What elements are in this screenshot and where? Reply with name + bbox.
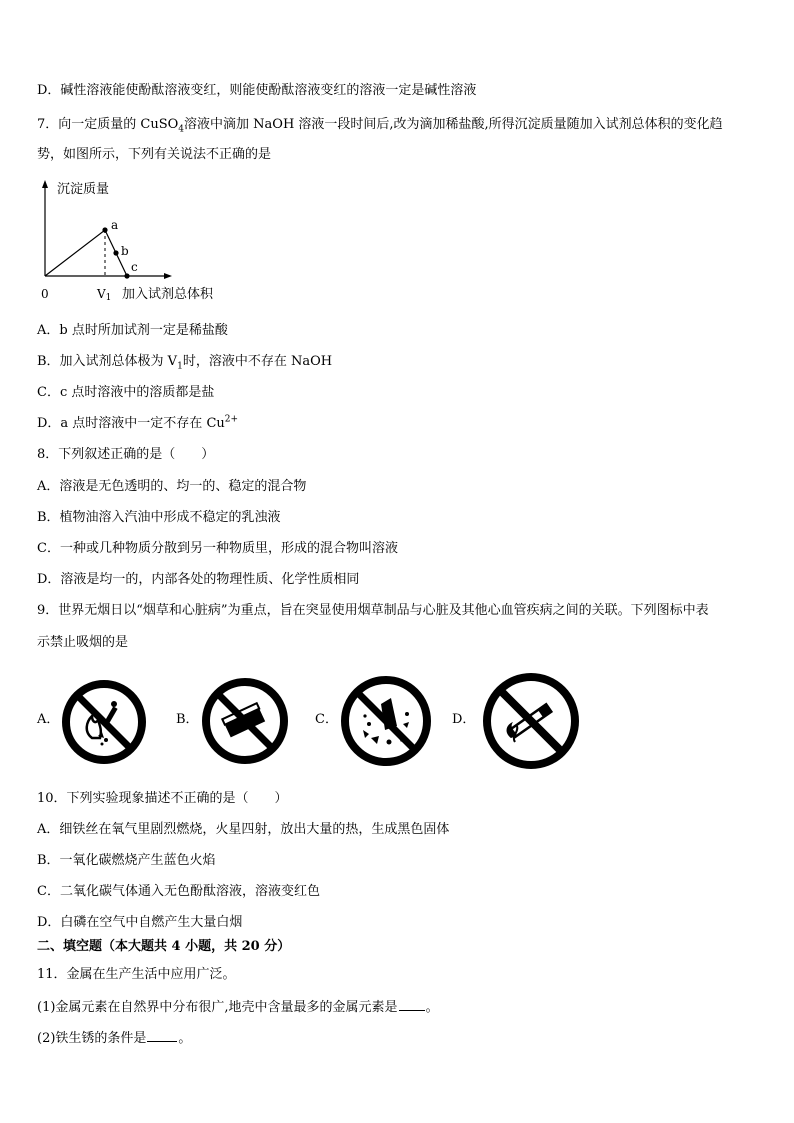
q8-option-c: C．一种或几种物质分散到另一种物质里，形成的混合物叫溶液 [37,541,398,556]
q11-blank-2[interactable] [147,1029,177,1042]
q7-option-c: C．c 点时溶液中的溶质都是盐 [37,385,215,400]
q10-option-d: D．白磷在空气中自燃产生大量白烟 [37,915,243,930]
graph-point-b [113,250,118,255]
q11-stem: 11．金属在生产生活中应用广泛。 [37,967,236,982]
graph-label-a: a [111,218,119,232]
q9-label-a: A． [37,712,60,727]
no-smoking-icon [481,672,581,770]
q7-option-a: A．b 点时所加试剂一定是稀盐酸 [37,323,228,338]
q10-stem: 10．下列实验现象描述不正确的是（ ） [37,791,288,806]
q8-option-b: B．植物油溶入汽油中形成不稳定的乳浊液 [37,510,281,525]
graph-xlabel: 加入试剂总体积 [122,287,214,302]
section2-title: 二、填空题（本大题共 4 小题，共 20 分） [37,939,291,954]
graph-ylabel: 沉淀质量 [57,182,110,197]
q10-option-a: A．细铁丝在氧气里剧烈燃烧，火星四射，放出大量的热，生成黑色固体 [37,822,450,837]
graph-label-b: b [121,244,129,258]
q9-label-d: D． [452,712,476,727]
graph-point-a [102,227,107,232]
q10-option-b: B．一氧化碳燃烧产生蓝色火焰 [37,853,216,868]
q9-stem-line1: 9．世界无烟日以“烟草和心脏病”为重点，旨在突显使用烟草制品与心脏及其他心血管疾病之间的关联。下列图标中表 [37,603,709,618]
q7-option-d: D．a 点时溶液中一定不存在 $Cu^{2+}$ [37,414,239,431]
q7-stem-a: 7．向一定质量的 CuSO [37,117,179,132]
q11-part2: (2)铁生锈的条件是 。 [37,1031,192,1046]
graph-point-c [124,273,129,278]
q6-option-d: D．碱性溶液能使酚酞溶液变红，则能使酚酞溶液变红的溶液一定是碱性溶液 [37,83,477,98]
q11-blank-1[interactable] [399,998,425,1011]
q9-label-c: C． [315,712,338,727]
q7-precipitate-graph [30,178,250,308]
no-fireworks-icon [341,676,431,766]
no-matches-icon [202,678,288,764]
q11-part1: (1)金属元素在自然界中分布很广,地壳中含量最多的金属元素是 。 [37,1000,439,1015]
q10-option-c: C．二氧化碳气体通入无色酚酞溶液，溶液变红色 [37,884,320,899]
graph-origin: 0 [41,287,49,301]
q9-stem-line2: 示禁止吸烟的是 [37,635,129,650]
graph-v1-label: V1 [97,287,112,303]
q7-stem-sub: 4 [178,124,185,135]
q8-stem: 8．下列叙述正确的是（ ） [37,447,215,462]
q7-stem-line2: 势，如图所示，下列有关说法不正确的是 [37,147,272,162]
q7-option-b: B．加入试剂总体极为 $V_1$时，溶液中不存在 NaOH [37,354,333,372]
q7-stem-b: 溶液中滴加 NaOH 溶液一段时间后,改为滴加稀盐酸,所得沉淀质量随加入试剂总体积的变化趋 [184,117,723,132]
q7-stem-line1 [37,116,723,134]
q8-option-a: A．溶液是无色透明的、均一的、稳定的混合物 [37,479,307,494]
graph-x-arrow [164,273,172,279]
graph-label-c: c [131,260,138,274]
q8-option-d: D．溶液是均一的，内部各处的物理性质、化学性质相同 [37,572,360,587]
graph-y-arrow [42,180,48,188]
q9-label-b: B． [176,712,199,727]
no-fire-icon [62,680,146,764]
